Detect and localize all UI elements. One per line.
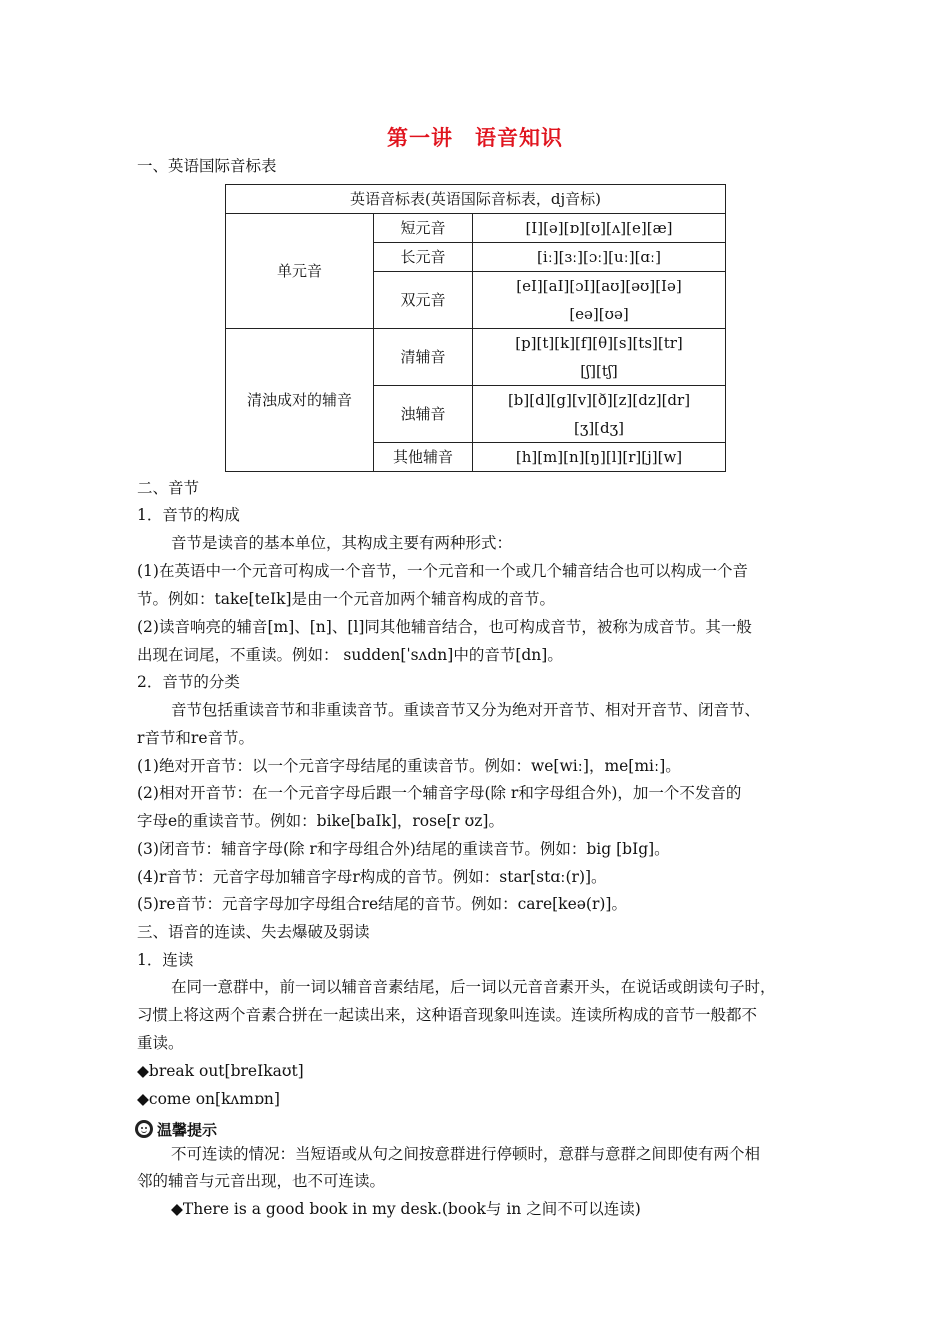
paragraph: (1)在英语中一个元音可构成一个音节，一个元音和一个或几个辅音结合也可以构成一个音	[137, 562, 748, 580]
group-monophthong-label: 单元音	[226, 214, 374, 329]
symbol-line: [b][d][g][v][ð][z][dz][dr]	[507, 391, 691, 409]
paragraph: 在同一意群中，前一词以辅音音素结尾，后一词以元音音素开头，在说话或朗读句子时，	[171, 978, 776, 996]
paragraph: 出现在词尾，不重读。例如： sudden[ˈsʌdn]中的音节[dn]。	[137, 646, 563, 664]
table-row	[226, 185, 726, 214]
row-symbols	[473, 214, 726, 243]
table-row	[226, 214, 726, 243]
row-label: 双元音	[374, 272, 473, 329]
example-item: ◆come on[kʌmɒn]	[137, 1090, 280, 1108]
paragraph: 字母e的重读音节。例如：bike[baIk]，rose[r ʊz]。	[137, 812, 504, 830]
paragraph: (4)r音节：元音字母加辅音字母r构成的音节。例如：star[stɑː(r)]。	[137, 868, 607, 886]
paragraph: 节。例如：take[teIk]是由一个元音加两个辅音构成的音节。	[137, 590, 556, 608]
row-symbols	[473, 329, 726, 386]
paragraph: 音节是读音的基本单位，其构成主要有两种形式：	[171, 534, 513, 552]
table-row	[226, 329, 726, 386]
example-item: ◆break out[breIkaʊt]	[137, 1062, 304, 1080]
row-label: 长元音	[374, 243, 473, 272]
symbol-line: [ʃ][tʃ]	[580, 362, 618, 380]
section-heading-syllable: 二、音节	[137, 479, 200, 497]
paragraph: (3)闭音节：辅音字母(除 r和字母组合外)结尾的重读音节。例如：big [bIg]。	[137, 840, 670, 858]
subheading-syllable-structure: 1．音节的构成	[137, 506, 240, 524]
row-label: 浊辅音	[374, 386, 473, 443]
symbol-line: [eI][aI][ɔI][aʊ][əʊ][Iə]	[516, 277, 682, 295]
section-heading-phonetic-chart: 一、英语国际音标表	[137, 157, 277, 175]
ipa-chart-table	[225, 184, 726, 472]
subheading-linking: 1．连读	[137, 951, 194, 969]
row-symbols	[473, 272, 726, 329]
paragraph: 重读。	[137, 1034, 184, 1052]
symbol-line: [eə][ʊə]	[569, 305, 629, 323]
symbol-line: [iː][ɜː][ɔː][uː][ɑː]	[537, 248, 661, 266]
section-heading-linking: 三、语音的连读、失去爆破及弱读	[137, 923, 370, 941]
page-title: 第一讲 语音知识	[387, 125, 563, 150]
row-label: 其他辅音	[374, 443, 473, 472]
paragraph: (2)读音响亮的辅音[m]、[n]、[l]同其他辅音结合，也可构成音节，被称为成音节。其一般	[137, 618, 752, 636]
paragraph: 不可连读的情况：当短语或从句之间按意群进行停顿时，意群与意群之间即使有两个相	[171, 1145, 761, 1163]
symbol-line: [ʒ][dʒ]	[574, 419, 624, 437]
paragraph: 音节包括重读音节和非重读音节。重读音节又分为绝对开音节、相对开音节、闭音节、	[171, 701, 761, 719]
example-item: ◆There is a good book in my desk.(book与 in 之间不可以连读)	[171, 1200, 641, 1218]
paragraph: r音节和re音节。	[137, 729, 254, 747]
row-symbols	[473, 443, 726, 472]
row-symbols	[473, 243, 726, 272]
row-label: 短元音	[374, 214, 473, 243]
symbol-line: [I][ə][ɒ][ʊ][ʌ][e][æ]	[525, 219, 673, 237]
paragraph: (5)re音节：元音字母加字母组合re结尾的音节。例如：care[keə(r)]。	[137, 895, 627, 913]
paragraph: 邻的辅音与元音出现，也不可连读。	[137, 1172, 386, 1190]
row-symbols	[473, 386, 726, 443]
table-header: 英语音标表(英语国际音标表，dj音标)	[226, 185, 726, 214]
row-label: 清辅音	[374, 329, 473, 386]
smiley-icon	[135, 1120, 153, 1138]
tip-box	[135, 1118, 217, 1140]
group-consonant-pairs-label: 清浊成对的辅音	[226, 329, 374, 472]
paragraph: (2)相对开音节：在一个元音字母后跟一个辅音字母(除 r和字母组合外)，加一个不发音的	[137, 784, 742, 802]
subheading-syllable-types: 2．音节的分类	[137, 673, 240, 691]
paragraph: (1)绝对开音节：以一个元音字母结尾的重读音节。例如：we[wiː]，me[miː]。	[137, 757, 681, 775]
tip-label: 温馨提示	[157, 1120, 218, 1139]
symbol-line: [h][m][n][ŋ][l][r][j][w]	[515, 448, 683, 466]
paragraph: 习惯上将这两个音素合拼在一起读出来，这种语音现象叫连读。连读所构成的音节一般都不	[137, 1006, 758, 1024]
symbol-line: [p][t][k][f][θ][s][ts][tr]	[515, 334, 683, 352]
